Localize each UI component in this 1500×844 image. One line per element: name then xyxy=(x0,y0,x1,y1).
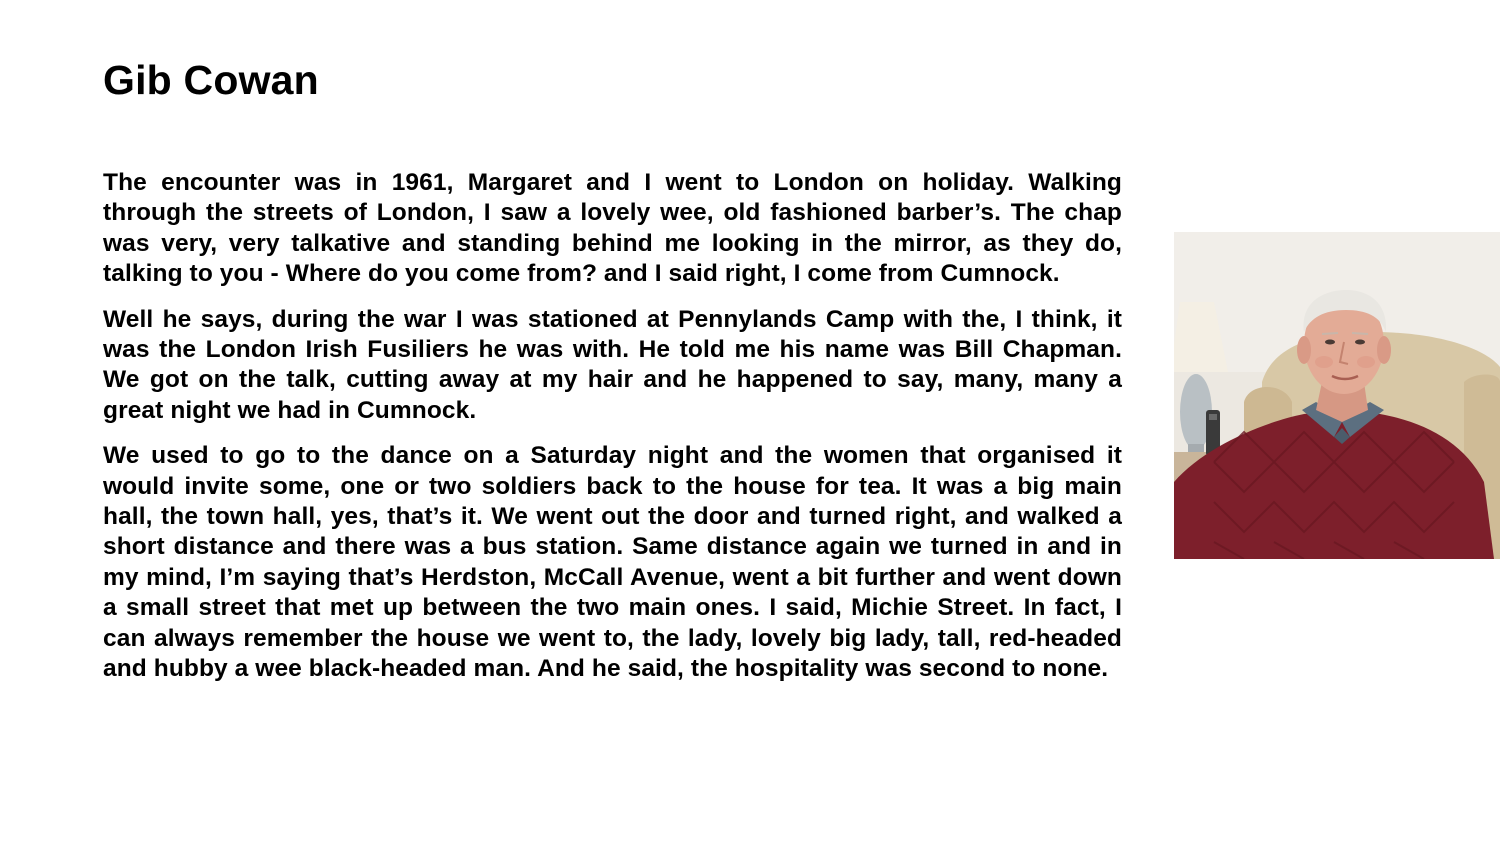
paragraph-dance-memory: We used to go to the dance on a Saturday night and the women that organised it would invite some, one or two soldiers back to the house for tea. It was a big main hall, the town hall, yes, that’s it. We went out the door and turned right, and walked a short distance and there was a bus station. Same distance again we turned in and in my mind, I’m saying that’s Herdston, McCall Avenue, went a bit further and went down a small street that met up between the two main ones. I said, Michie Street. In fact, I can always remember the house we went to, the lady, lovely big lady, tall, red-headed and hubby a wee black-headed man. And he said, the hospitality was second to none. xyxy=(103,442,1122,683)
paragraph-bill-chapman: Well he says, during the war I was stationed at Pennylands Camp with the, I think, it was the London Irish Fusiliers he was with. He told me his name was Bill Chapman. We got on the talk, cutting away at my hair and he happened to say, many, many a great night we had in Cumnock. xyxy=(103,305,1122,424)
portrait-illustration xyxy=(1174,232,1500,559)
paragraph-barber-encounter: The encounter was in 1961, Margaret and I went to London on holiday. Walking through the streets of London, I saw a lovely wee, old fashioned barber’s. The chap was very, very talkative and standing behind me looking in the mirror, as they do, talking to you - Where do you come from? and I said right, I come from Cumnock. xyxy=(103,169,1122,288)
portrait-photo xyxy=(1174,232,1500,559)
slide-title: Gib Cowan xyxy=(103,57,319,103)
body-text xyxy=(103,168,1122,700)
